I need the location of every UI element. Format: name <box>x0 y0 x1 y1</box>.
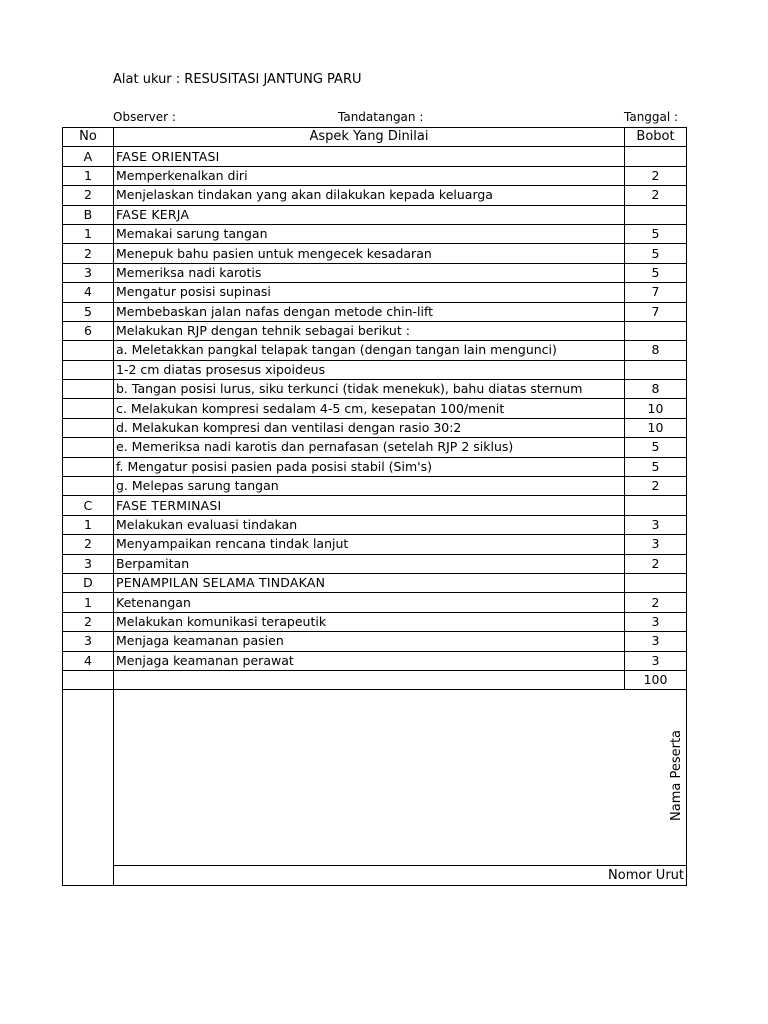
row-no: 2 <box>63 535 114 554</box>
section-title: FASE TERMINASI <box>114 496 625 515</box>
row-aspek: c. Melakukan kompresi sedalam 4-5 cm, kesepatan 100/menit <box>114 399 625 418</box>
signature-box <box>114 690 687 866</box>
table-row <box>63 612 687 631</box>
row-bobot: 8 <box>625 380 687 399</box>
table-row <box>63 341 687 360</box>
table-header-row <box>63 128 687 147</box>
row-aspek: Membebaskan jalan nafas dengan metode chin-lift <box>114 302 625 321</box>
table-row <box>63 380 687 399</box>
form-title: Alat ukur : RESUSITASI JANTUNG PARU <box>113 72 362 87</box>
row-bobot: 3 <box>625 651 687 670</box>
row-bobot <box>625 321 687 340</box>
row-no: 1 <box>63 515 114 534</box>
row-bobot: 5 <box>625 224 687 243</box>
table-row <box>63 593 687 612</box>
table-row <box>63 632 687 651</box>
row-no <box>63 418 114 437</box>
row-no: 2 <box>63 186 114 205</box>
row-no: 2 <box>63 612 114 631</box>
date-label: Tanggal : <box>624 110 679 124</box>
row-no <box>63 477 114 496</box>
assessment-table <box>62 127 687 886</box>
row-bobot: 5 <box>625 244 687 263</box>
section-bobot <box>625 573 687 592</box>
table-row <box>63 554 687 573</box>
observer-label: Observer : <box>113 110 176 124</box>
table-body <box>63 147 687 671</box>
row-no: 1 <box>63 224 114 243</box>
row-no <box>63 341 114 360</box>
row-aspek: Menjaga keamanan pasien <box>114 632 625 651</box>
row-bobot: 7 <box>625 283 687 302</box>
row-no: 3 <box>63 554 114 573</box>
row-no: 1 <box>63 166 114 185</box>
column-header-aspek: Aspek Yang Dinilai <box>114 128 625 147</box>
row-no: 2 <box>63 244 114 263</box>
table-row <box>63 457 687 476</box>
nomor-urut-label: Nomor Urut <box>114 866 687 885</box>
row-aspek: Melakukan komunikasi terapeutik <box>114 612 625 631</box>
section-code: A <box>63 147 114 166</box>
signature-area-row <box>63 690 687 866</box>
row-bobot: 2 <box>625 166 687 185</box>
row-bobot <box>625 360 687 379</box>
row-no <box>63 438 114 457</box>
row-no <box>63 457 114 476</box>
section-row <box>63 205 687 224</box>
table-row <box>63 321 687 340</box>
row-aspek: d. Melakukan kompresi dan ventilasi dengan rasio 30:2 <box>114 418 625 437</box>
table-row <box>63 651 687 670</box>
section-code: C <box>63 496 114 515</box>
section-bobot <box>625 496 687 515</box>
total-label-cell <box>114 670 625 689</box>
table-row <box>63 224 687 243</box>
row-bobot: 3 <box>625 632 687 651</box>
row-aspek: Memeriksa nadi karotis <box>114 263 625 282</box>
row-aspek: Menyampaikan rencana tindak lanjut <box>114 535 625 554</box>
section-row <box>63 147 687 166</box>
row-aspek: Mengatur posisi supinasi <box>114 283 625 302</box>
nama-peserta-label: Nama Peserta <box>669 729 684 821</box>
table-row <box>63 263 687 282</box>
row-aspek: b. Tangan posisi lurus, siku terkunci (tidak menekuk), bahu diatas sternum <box>114 380 625 399</box>
row-bobot: 10 <box>625 399 687 418</box>
row-aspek: Ketenangan <box>114 593 625 612</box>
row-bobot: 2 <box>625 554 687 573</box>
table-row <box>63 283 687 302</box>
section-code: D <box>63 573 114 592</box>
row-bobot: 3 <box>625 515 687 534</box>
table-row <box>63 399 687 418</box>
signature-left-cell <box>63 690 114 885</box>
row-bobot: 5 <box>625 263 687 282</box>
row-aspek: Berpamitan <box>114 554 625 573</box>
total-value: 100 <box>625 670 687 689</box>
row-aspek: Menjelaskan tindakan yang akan dilakukan kepada keluarga <box>114 186 625 205</box>
nomor-urut-row <box>63 866 687 885</box>
table-row <box>63 418 687 437</box>
row-aspek: e. Memeriksa nadi karotis dan pernafasan (setelah RJP 2 siklus) <box>114 438 625 457</box>
row-aspek: g. Melepas sarung tangan <box>114 477 625 496</box>
table-row <box>63 438 687 457</box>
row-aspek: Melakukan evaluasi tindakan <box>114 515 625 534</box>
row-no: 1 <box>63 593 114 612</box>
row-no <box>63 399 114 418</box>
table-row <box>63 360 687 379</box>
row-no: 3 <box>63 632 114 651</box>
row-bobot: 3 <box>625 535 687 554</box>
section-row <box>63 496 687 515</box>
table-row <box>63 166 687 185</box>
row-bobot: 2 <box>625 477 687 496</box>
row-no: 4 <box>63 651 114 670</box>
column-header-bobot: Bobot <box>625 128 687 147</box>
row-aspek: Memakai sarung tangan <box>114 224 625 243</box>
table-row <box>63 515 687 534</box>
row-aspek: f. Mengatur posisi pasien pada posisi stabil (Sim's) <box>114 457 625 476</box>
row-aspek: Melakukan RJP dengan tehnik sebagai berikut : <box>114 321 625 340</box>
row-no <box>63 360 114 379</box>
total-no-cell <box>63 670 114 689</box>
table-row <box>63 186 687 205</box>
column-header-no: No <box>63 128 114 147</box>
row-aspek: Menjaga keamanan perawat <box>114 651 625 670</box>
row-no: 5 <box>63 302 114 321</box>
table-row <box>63 244 687 263</box>
row-bobot: 3 <box>625 612 687 631</box>
section-bobot <box>625 205 687 224</box>
row-bobot: 5 <box>625 438 687 457</box>
row-bobot: 5 <box>625 457 687 476</box>
section-bobot <box>625 147 687 166</box>
row-bobot: 2 <box>625 186 687 205</box>
section-title: FASE KERJA <box>114 205 625 224</box>
row-bobot: 10 <box>625 418 687 437</box>
row-bobot: 7 <box>625 302 687 321</box>
section-title: PENAMPILAN SELAMA TINDAKAN <box>114 573 625 592</box>
section-code: B <box>63 205 114 224</box>
row-aspek: Menepuk bahu pasien untuk mengecek kesadaran <box>114 244 625 263</box>
row-no <box>63 380 114 399</box>
row-no: 4 <box>63 283 114 302</box>
section-row <box>63 573 687 592</box>
row-aspek: Memperkenalkan diri <box>114 166 625 185</box>
section-title: FASE ORIENTASI <box>114 147 625 166</box>
table-row <box>63 535 687 554</box>
row-aspek: 1-2 cm diatas prosesus xipoideus <box>114 360 625 379</box>
table-row <box>63 477 687 496</box>
row-no: 3 <box>63 263 114 282</box>
table-row <box>63 302 687 321</box>
row-aspek: a. Meletakkan pangkal telapak tangan (dengan tangan lain mengunci) <box>114 341 625 360</box>
row-bobot: 8 <box>625 341 687 360</box>
row-bobot: 2 <box>625 593 687 612</box>
total-row <box>63 670 687 689</box>
row-no: 6 <box>63 321 114 340</box>
signature-label: Tandatangan : <box>338 110 424 124</box>
